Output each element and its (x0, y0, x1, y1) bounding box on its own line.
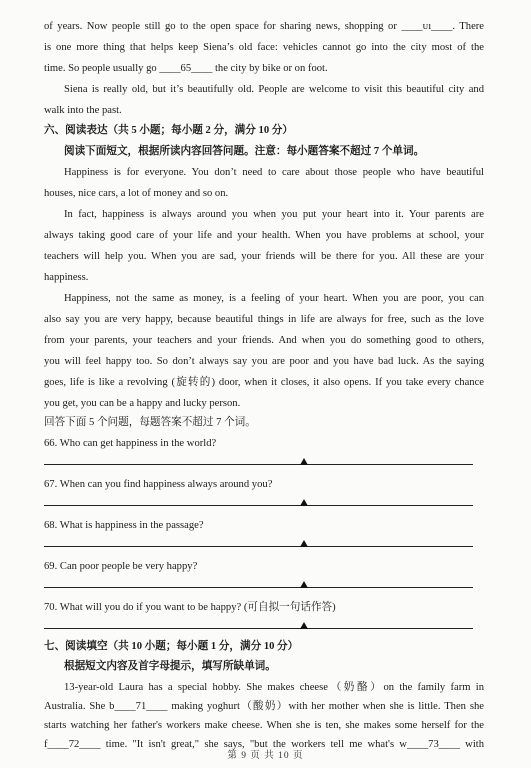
question-70: 70. What will you do if you want to be happy? (可自拟一句话作答) (44, 602, 336, 613)
answer-instruction: 回答下面 5 个问题，每题答案不超过 7 个词。 (44, 417, 256, 428)
passage-line: Siena is really old, but it’s beautifully old. People are welcome to visit this beautiful city and (64, 84, 484, 95)
passage-line: from your parents, your teachers and your friends. And when you do something good to others, (44, 335, 484, 346)
question-67: 67. When can you find happiness always around you? (44, 479, 273, 490)
passage-line: goes, life is like a revolving (旋转的) door, when it closes, it also opens. If you take every chance (44, 377, 484, 388)
answer-line-68[interactable] (44, 546, 473, 547)
passage-line: walk into the past. (44, 105, 122, 116)
passage-line: Australia. She b____71____ making yoghurt（酸奶）with her mother when she is little. Then she (44, 701, 484, 712)
passage-line: is one more thing that helps keep Siena’s old face: vehicles cannot go into the city most of the (44, 42, 484, 53)
triangle-marker-icon (300, 458, 308, 465)
passage-line: always taking good care of your life and your health. When you have problems at school, your (44, 230, 484, 241)
passage-line: also say you are very happy, because beautiful things in life are always for free, such as the love (44, 314, 484, 325)
answer-line-67[interactable] (44, 505, 473, 506)
question-68: 68. What is happiness in the passage? (44, 520, 204, 531)
triangle-marker-icon (300, 499, 308, 506)
triangle-marker-icon (300, 540, 308, 547)
passage-line: starts watching her father's workers make cheese. When she is ten, she makes some herself for the (44, 720, 484, 731)
passage-line: houses, nice cars, a lot of money and so on. (44, 188, 229, 199)
section-seven-title: 七、阅读填空（共 10 小题；每小题 1 分，满分 10 分） (44, 641, 299, 652)
passage-line: Happiness is for everyone. You don’t need to care about those people who have beautiful (64, 167, 484, 178)
answer-line-66[interactable] (44, 464, 473, 465)
section-seven-instruction: 根据短文内容及首字母提示，填写所缺单词。 (64, 661, 276, 672)
answer-line-69[interactable] (44, 587, 473, 588)
question-66: 66. Who can get happiness in the world? (44, 438, 217, 449)
answer-line-70[interactable] (44, 628, 473, 629)
passage-line: Happiness, not the same as money, is a feeling of your heart. When you are poor, you can (64, 293, 484, 304)
passage-line: 13-year-old Laura has a special hobby. She makes cheese（奶酪）on the family farm in (64, 682, 484, 693)
triangle-marker-icon (300, 622, 308, 629)
section-six-instruction: 阅读下面短文，根据所读内容回答问题。注意：每小题答案不超过 7 个单词。 (64, 146, 425, 157)
triangle-marker-icon (300, 581, 308, 588)
passage-line: you will feel happy too. So don’t always say you are poor and you have bad luck. As the saying (44, 356, 484, 367)
page-number: 第 9 页 共 10 页 (227, 751, 304, 761)
passage-line: you get, you can be a happy and lucky person. (44, 398, 241, 409)
passage-line: teachers will help you. When you are sad, your friends will be there for you. All these are your (44, 251, 484, 262)
passage-line: happiness. (44, 272, 89, 283)
section-six-title: 六、阅读表达（共 5 小题；每小题 2 分，满分 10 分） (44, 125, 293, 136)
passage-line: of years. Now people still go to the open space for sharing news, shopping or ____ᴜı____. There (44, 21, 484, 32)
passage-line: In fact, happiness is always around you when you put your heart into it. Your parents are (64, 209, 484, 220)
passage-line: time. So people usually go ____65____ the city by bike or on foot. (44, 63, 328, 74)
question-69: 69. Can poor people be very happy? (44, 561, 198, 572)
passage-line: f____72____ time. "It isn't great," she says, "but the workers tell me what's w____73____ with (44, 739, 484, 750)
